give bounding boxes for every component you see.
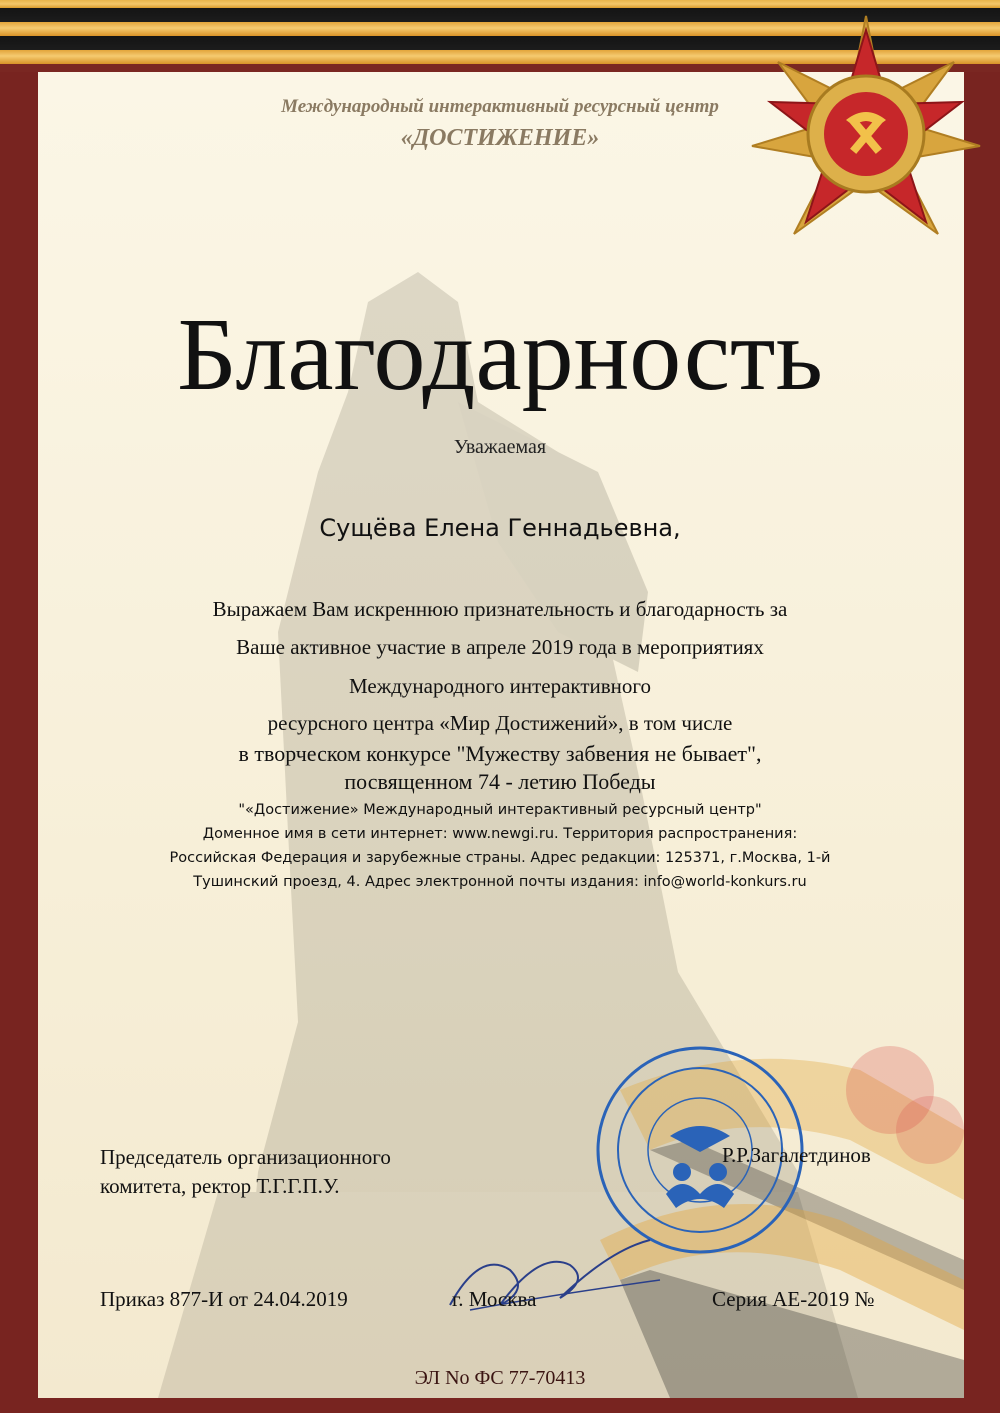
recipient-name: Сущёва Елена Геннадьевна,: [319, 514, 681, 542]
body-text-line: ресурсного центра «Мир Достижений», в том числе: [267, 711, 733, 735]
issue-city: г. Москва: [452, 1287, 537, 1311]
body-text-line: Ваше активное участие в апреле 2019 года в мероприятиях: [236, 635, 764, 659]
legal-text-line: Доменное имя в сети интернет: www.newgi.ru. Территория распространения:: [202, 826, 798, 842]
signer-position: [100, 1143, 391, 1201]
media-license: ЭЛ No ФС 77-70413: [414, 1367, 586, 1389]
order-number: Приказ 877-И от 24.04.2019: [100, 1287, 348, 1311]
body-text-line: в творческом конкурсе "Мужеству забвения не бывает",: [238, 741, 762, 766]
patriotic-war-order-icon: [748, 12, 984, 268]
organization-brand: «ДОСТИЖЕНИЕ»: [400, 125, 600, 151]
legal-text-line: Российская Федерация и зарубежные страны. Адрес редакции: 125371, г.Москва, 1-й: [169, 850, 831, 866]
body-text-line: Выражаем Вам искреннюю признательность и благодарность за: [212, 597, 788, 621]
certificate-series: Серия АЕ-2019 №: [712, 1287, 875, 1311]
signer-name: Р.Р.Загалетдинов: [722, 1143, 871, 1167]
salutation: Уважаемая: [453, 436, 547, 458]
certificate-title: Благодарность: [177, 297, 823, 412]
organization-name: Международный интерактивный ресурсный центр: [281, 96, 719, 117]
legal-text-line: "«Достижение» Международный интерактивный ресурсный центр": [238, 802, 762, 818]
signer-position-line2: комитета, ректор Т.Г.Г.П.У.: [100, 1174, 340, 1198]
body-text-line: Международного интерактивного: [348, 674, 651, 698]
legal-text-line: Тушинский проезд, 4. Адрес электронной почты издания: info@world-konkurs.ru: [193, 874, 807, 890]
signer-position-line1: Председатель организационного: [100, 1145, 391, 1169]
body-text-line: посвященном 74 - летию Победы: [344, 769, 656, 794]
